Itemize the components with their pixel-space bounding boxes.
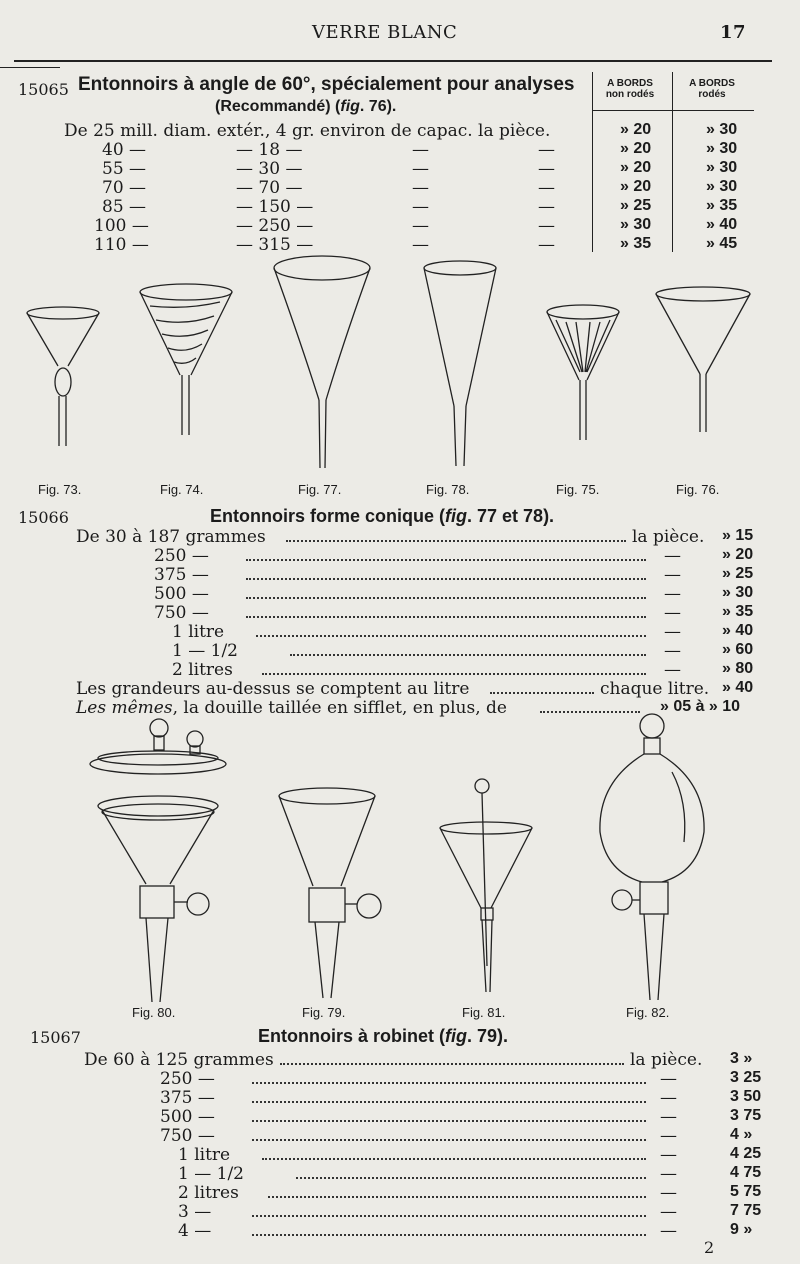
- leader-dots: [256, 635, 646, 637]
- item-price: » 40: [722, 622, 754, 639]
- row-price-rodes: » 40: [706, 216, 738, 233]
- title-fig-nums: . 79).: [467, 1026, 509, 1046]
- section-number-15065: 15065: [18, 80, 69, 99]
- item-unit: —: [664, 603, 681, 623]
- fig-caption-73: Fig. 73.: [38, 482, 82, 497]
- note-memes-price: » 05 à » 10: [660, 698, 741, 715]
- item-unit: —: [660, 1202, 677, 1222]
- item-price: » 25: [722, 565, 754, 582]
- item-unit: —: [660, 1088, 677, 1108]
- row-price-rodes: » 30: [706, 140, 738, 157]
- row-ditto: —: [412, 216, 429, 236]
- item-price: 3 25: [730, 1069, 762, 1086]
- item-label: 375 —: [154, 565, 209, 585]
- funnel-fig82-illustration: [596, 712, 708, 1004]
- leader-dots: [490, 692, 594, 694]
- row-diam: 110 —: [94, 235, 149, 255]
- item-price: » 30: [722, 584, 754, 601]
- subtitle-prefix: (Recommandé) (: [215, 98, 341, 115]
- note-memes-ital: Les mêmes: [76, 698, 173, 718]
- first-row-price-non-rodes: » 20: [620, 121, 652, 138]
- item-price: 3 »: [730, 1050, 753, 1067]
- fig-caption-78: Fig. 78.: [426, 482, 470, 497]
- row-price-rodes: » 35: [706, 197, 738, 214]
- row-ditto: —: [538, 159, 555, 179]
- leader-dots: [252, 1215, 646, 1217]
- col-head-non-rodes: A BORDS non rodés: [605, 78, 655, 100]
- item-price: » 15: [722, 527, 754, 544]
- row-ditto: —: [538, 178, 555, 198]
- row-ditto: —: [538, 140, 555, 160]
- item-label: 500 —: [154, 584, 209, 604]
- item-label: 1 litre: [178, 1145, 231, 1165]
- funnel-fig75-illustration: [542, 300, 624, 444]
- row-ditto: —: [412, 197, 429, 217]
- row-ditto: —: [412, 178, 429, 198]
- item-label: 3 —: [178, 1202, 212, 1222]
- item-label: 2 litres: [172, 660, 233, 680]
- fig-caption-79: Fig. 79.: [302, 1005, 346, 1020]
- row-price-non-rodes: » 25: [620, 197, 652, 214]
- item-unit: —: [660, 1183, 677, 1203]
- leader-dots: [246, 616, 646, 618]
- item-unit: —: [660, 1145, 677, 1165]
- row-price-non-rodes: » 20: [620, 140, 652, 157]
- funnel-fig81-illustration: [435, 776, 539, 996]
- leader-dots: [280, 1063, 624, 1065]
- section-title-15065: Entonnoirs à angle de 60°, spécialement pour analyses: [78, 74, 575, 95]
- row-price-rodes: » 30: [706, 159, 738, 176]
- leader-dots: [296, 1177, 646, 1179]
- title-text: Entonnoirs à robinet (: [258, 1026, 445, 1046]
- leader-dots: [262, 1158, 646, 1160]
- funnel-fig76-illustration: [652, 284, 754, 436]
- item-price: » 35: [722, 603, 754, 620]
- funnel-fig77-illustration: [270, 250, 374, 472]
- row-cap: — 150 —: [236, 197, 314, 217]
- item-label: 4 —: [178, 1221, 212, 1241]
- page-number: 17: [720, 22, 747, 43]
- note-text: Les grandeurs au-dessus se comptent au litre: [76, 679, 470, 699]
- fig-caption-74: Fig. 74.: [160, 482, 204, 497]
- fig-caption-75: Fig. 75.: [556, 482, 600, 497]
- section-intro-15065: De 25 mill. diam. extér., 4 gr. environ de capac. la pièce.: [64, 121, 551, 141]
- row-ditto: —: [412, 159, 429, 179]
- leader-dots: [268, 1196, 646, 1198]
- leader-dots: [252, 1234, 646, 1236]
- leader-dots: [252, 1082, 646, 1084]
- item-unit: la pièce.: [630, 1050, 703, 1070]
- item-price: 5 75: [730, 1183, 762, 1200]
- fig-caption-77: Fig. 77.: [298, 482, 342, 497]
- item-price: » 60: [722, 641, 754, 658]
- header-rule-short: [0, 67, 60, 68]
- signature-mark: 2: [704, 1238, 715, 1257]
- item-label: 750 —: [154, 603, 209, 623]
- item-price: 4 25: [730, 1145, 762, 1162]
- leader-dots: [252, 1120, 646, 1122]
- section-number-15067: 15067: [30, 1028, 81, 1047]
- leader-dots: [252, 1139, 646, 1141]
- fig-caption-76: Fig. 76.: [676, 482, 720, 497]
- title-text: Entonnoirs forme conique (: [210, 506, 446, 526]
- item-label: De 30 à 187 grammes: [76, 527, 266, 547]
- fig-caption-81: Fig. 81.: [462, 1005, 506, 1020]
- item-price: 4 75: [730, 1164, 762, 1181]
- section-number-15066: 15066: [18, 508, 69, 527]
- row-price-non-rodes: » 30: [620, 216, 652, 233]
- item-unit: —: [664, 641, 681, 661]
- row-price-rodes: » 30: [706, 178, 738, 195]
- item-price: 9 »: [730, 1221, 753, 1238]
- leader-dots: [246, 597, 646, 599]
- item-label: 250 —: [160, 1069, 215, 1089]
- funnel-fig74-illustration: [136, 280, 236, 440]
- item-unit: —: [664, 622, 681, 642]
- note-unit: chaque litre.: [600, 679, 710, 699]
- item-label: 2 litres: [178, 1183, 239, 1203]
- row-ditto: —: [412, 235, 429, 255]
- item-label: 250 —: [154, 546, 209, 566]
- row-price-rodes: » 45: [706, 235, 738, 252]
- section-title-15066: [210, 506, 554, 527]
- item-price: 7 75: [730, 1202, 762, 1219]
- leader-dots: [290, 654, 646, 656]
- page-header-title: VERRE BLANC: [312, 22, 458, 43]
- item-label: De 60 à 125 grammes: [84, 1050, 274, 1070]
- fig-caption-80: Fig. 80.: [132, 1005, 176, 1020]
- leader-dots: [246, 578, 646, 580]
- item-label: 1 litre: [172, 622, 225, 642]
- funnel-fig78-illustration: [420, 256, 500, 470]
- price-col-divider-2: [672, 72, 673, 252]
- item-unit: —: [660, 1107, 677, 1127]
- item-unit: —: [664, 546, 681, 566]
- funnel-fig80-illustration: [88, 714, 230, 1006]
- price-col-underline: [592, 110, 754, 111]
- item-unit: —: [664, 565, 681, 585]
- subtitle-fig: fig: [340, 98, 360, 115]
- row-cap: — 18 —: [236, 140, 303, 160]
- item-label: 500 —: [160, 1107, 215, 1127]
- header-rule: [14, 60, 772, 62]
- title-fig: fig: [445, 506, 468, 526]
- item-price: » 20: [722, 546, 754, 563]
- price-col-divider-1: [592, 72, 593, 252]
- item-unit: —: [664, 584, 681, 604]
- row-ditto: —: [538, 197, 555, 217]
- item-price: 4 »: [730, 1126, 753, 1143]
- row-diam: 70 —: [102, 178, 147, 198]
- section-subtitle-15065: [215, 98, 396, 116]
- item-price: » 80: [722, 660, 754, 677]
- first-row-price-rodes: » 30: [706, 121, 738, 138]
- item-unit: —: [660, 1126, 677, 1146]
- item-unit: —: [660, 1164, 677, 1184]
- title-fig: fig: [445, 1026, 467, 1046]
- leader-dots: [252, 1101, 646, 1103]
- row-price-non-rodes: » 20: [620, 159, 652, 176]
- item-unit: la pièce.: [632, 527, 705, 547]
- leader-dots: [286, 540, 626, 542]
- item-label: 1 — 1/2: [178, 1164, 244, 1184]
- row-cap: — 250 —: [236, 216, 314, 236]
- row-ditto: —: [538, 216, 555, 236]
- col-head-rodes: A BORDS rodés: [689, 78, 735, 100]
- row-diam: 85 —: [102, 197, 147, 217]
- row-diam: 40 —: [102, 140, 147, 160]
- item-unit: —: [660, 1221, 677, 1241]
- row-cap: — 30 —: [236, 159, 303, 179]
- item-unit: —: [664, 660, 681, 680]
- item-price: 3 75: [730, 1107, 762, 1124]
- row-diam: 55 —: [102, 159, 147, 179]
- item-label: 1 — 1/2: [172, 641, 238, 661]
- row-price-non-rodes: » 20: [620, 178, 652, 195]
- note-memes-rest: , la douille taillée en sifflet, en plus, de: [172, 698, 507, 718]
- fig-caption-82: Fig. 82.: [626, 1005, 670, 1020]
- note-price: » 40: [722, 679, 754, 696]
- item-label: 375 —: [160, 1088, 215, 1108]
- row-cap: — 70 —: [236, 178, 303, 198]
- subtitle-suffix: . 76).: [359, 98, 397, 115]
- funnel-fig73-illustration: [22, 300, 104, 450]
- item-unit: —: [660, 1069, 677, 1089]
- item-price: 3 50: [730, 1088, 762, 1105]
- row-ditto: —: [412, 140, 429, 160]
- leader-dots: [246, 559, 646, 561]
- leader-dots: [262, 673, 646, 675]
- row-ditto: —: [538, 235, 555, 255]
- row-cap: — 315 —: [236, 235, 314, 255]
- section-title-15067: [258, 1026, 508, 1047]
- row-price-non-rodes: » 35: [620, 235, 652, 252]
- item-label: 750 —: [160, 1126, 215, 1146]
- title-fig-nums: . 77 et 78).: [467, 506, 555, 526]
- funnel-fig79-illustration: [275, 786, 387, 1002]
- row-diam: 100 —: [94, 216, 149, 236]
